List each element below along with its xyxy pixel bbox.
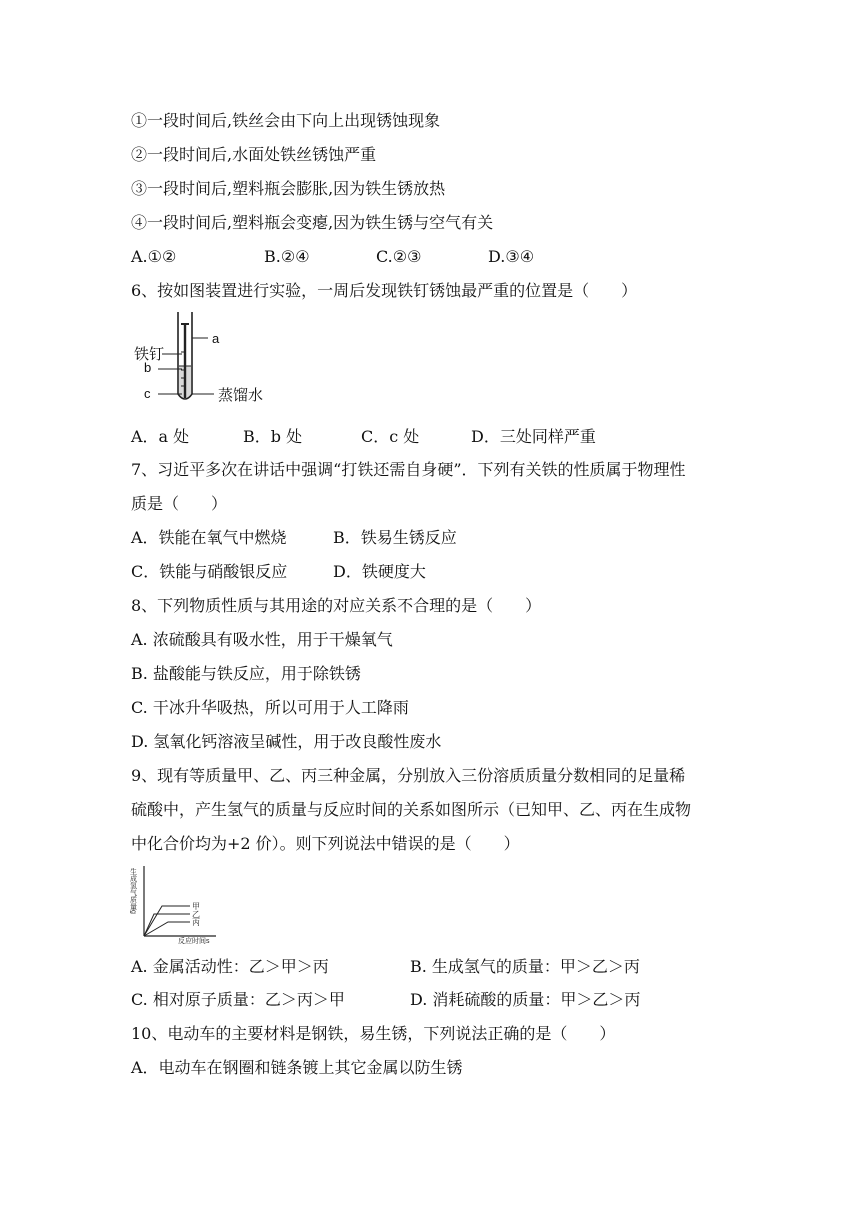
q8-option-a: A. 浓硫酸具有吸水性，用于干燥氧气 <box>131 630 393 649</box>
q7-option-a: A．铁能在氧气中燃烧 <box>131 528 287 547</box>
series-jia-label: 甲 <box>192 902 200 911</box>
q5-option-a: A.①② <box>131 247 177 266</box>
label-c: c <box>144 386 151 401</box>
q5-option-d: D.③④ <box>488 247 535 266</box>
q6-option-b: B．b 处 <box>243 427 303 446</box>
q5-option-c: C.②③ <box>376 247 422 266</box>
q9-stem-line-3: 中化合价均为+2 价）。则下列说法中错误的是（ ） <box>131 834 520 853</box>
q6-option-c: C．c 处 <box>361 427 420 446</box>
q5-statement-2: ②一段时间后,水面处铁丝锈蚀严重 <box>131 145 377 164</box>
q10-stem: 10、电动车的主要材料是钢铁，易生锈，下列说法正确的是（ ） <box>131 1024 616 1043</box>
q7-stem-line-1: 7、习近平多次在讲话中强调“打铁还需自身硬”．下列有关铁的性质属于物理性 <box>131 460 686 479</box>
q8-option-d: D. 氢氧化钙溶液呈碱性，用于改良酸性废水 <box>131 732 442 751</box>
series-yi-label: 乙 <box>192 910 200 919</box>
chart-y-label: 生成氢气质量g <box>129 868 137 914</box>
q7-option-c: C．铁能与硝酸银反应 <box>131 562 288 581</box>
q9-option-a: A. 金属活动性：乙＞甲＞丙 <box>131 957 329 976</box>
label-b: b <box>144 360 152 375</box>
q9-option-b: B. 生成氢气的质量：甲＞乙＞丙 <box>410 957 640 976</box>
q5-statement-1: ①一段时间后,铁丝会由下向上出现锈蚀现象 <box>131 111 441 130</box>
water-label: 蒸馏水 <box>218 387 264 404</box>
q6-option-d: D．三处同样严重 <box>471 427 596 446</box>
q5-statement-3: ③一段时间后,塑料瓶会膨胀,因为铁生锈放热 <box>131 179 446 198</box>
q9-stem-line-2: 硫酸中，产生氢气的质量与反应时间的关系如图所示（已知甲、乙、丙在生成物 <box>131 800 692 819</box>
nail-label: 铁钉 <box>134 346 165 363</box>
q6-test-tube-figure <box>128 308 273 408</box>
q7-option-d: D．铁硬度大 <box>333 562 426 581</box>
label-a: a <box>212 331 220 346</box>
q5-statement-4: ④一段时间后,塑料瓶会变瘪,因为铁生锈与空气有关 <box>131 213 494 232</box>
q10-option-a: A．电动车在钢圈和链条镀上其它金属以防生锈 <box>131 1058 463 1077</box>
q9-hydrogen-chart <box>128 862 220 944</box>
q9-stem-line-1: 9、现有等质量甲、乙、丙三种金属，分别放入三份溶质质量分数相同的足量稀 <box>131 766 686 785</box>
q6-option-a: A．a 处 <box>131 427 190 446</box>
q9-option-d: D. 消耗硫酸的质量：甲＞乙＞丙 <box>410 990 641 1009</box>
q8-option-c: C. 干冰升华吸热，所以可用于人工降雨 <box>131 698 409 717</box>
q6-stem: 6、按如图装置进行实验，一周后发现铁钉锈蚀最严重的位置是（ ） <box>131 281 638 300</box>
q8-stem: 8、下列物质性质与其用途的对应关系不合理的是（ ） <box>131 596 542 615</box>
q7-option-b: B．铁易生锈反应 <box>333 528 457 547</box>
q7-stem-line-2: 质是（ ） <box>131 494 228 513</box>
q9-option-c: C. 相对原子质量：乙＞丙＞甲 <box>131 990 345 1009</box>
series-bing-label: 丙 <box>192 918 200 927</box>
chart-x-label: 反应时间s <box>178 938 210 944</box>
q8-option-b: B. 盐酸能与铁反应，用于除铁锈 <box>131 664 361 683</box>
q5-option-b: B.②④ <box>264 247 310 266</box>
